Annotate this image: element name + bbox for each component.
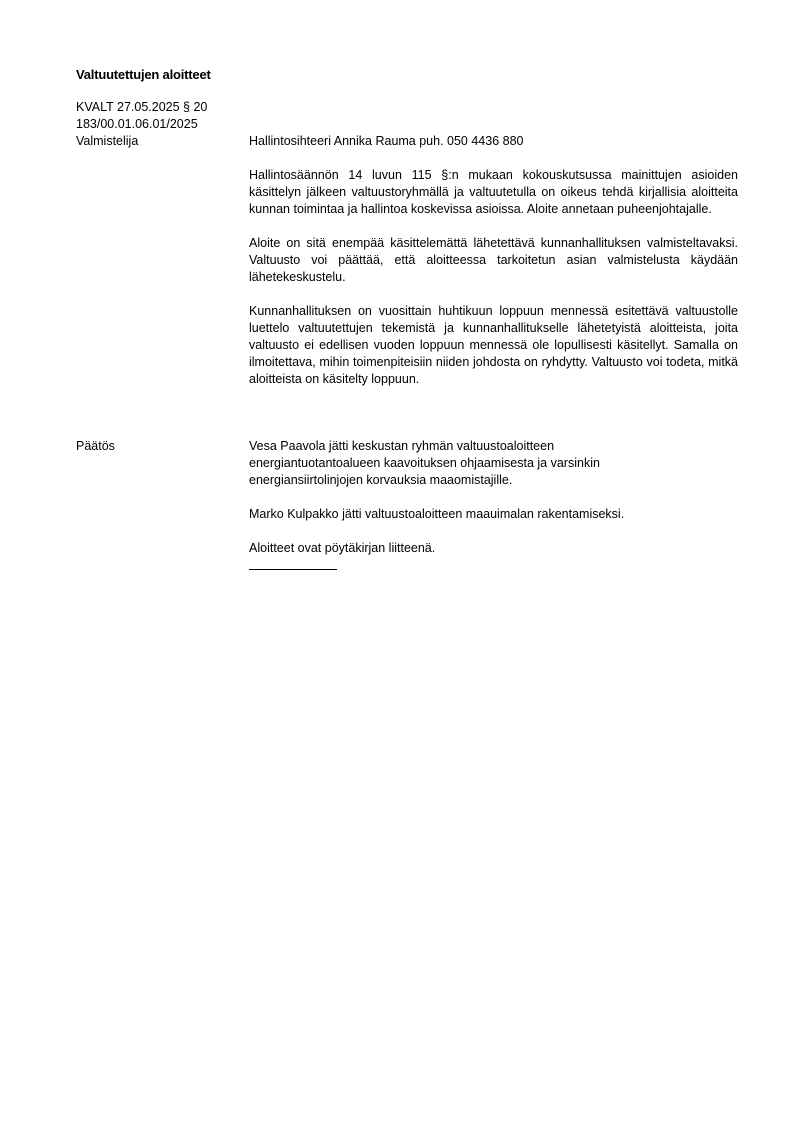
preparation-label: Valmistelija bbox=[76, 134, 139, 148]
preparer-line: Hallintosihteeri Annika Rauma puh. 050 4436 880 bbox=[249, 134, 524, 148]
decision-body bbox=[249, 438, 738, 570]
document-meta bbox=[76, 99, 276, 133]
signature-line bbox=[249, 569, 337, 570]
decision-label: Päätös bbox=[76, 439, 115, 453]
decision-paragraph: Vesa Paavola jätti keskustan ryhmän valtuustoaloitteen energiantuotantoalueen kaavoituksen ohjaamisesta ja varsinkin energiansiirtolinjojen korvauksia maaomistajille. bbox=[249, 439, 600, 487]
preparation-paragraph: Aloite on sitä enempää käsittelemättä lähetettävä kunnanhallituksen valmisteltavaksi. Valtuusto voi päättää, että aloitteessa tarkoitetun asian valmistelusta käydään lähetekeskustelu. bbox=[249, 236, 738, 284]
case-number: 183/00.01.06.01/2025 bbox=[76, 117, 198, 131]
preparation-body bbox=[249, 133, 738, 405]
preparation-paragraph: Kunnanhallituksen on vuosittain huhtikuun loppuun mennessä esitettävä valtuustolle luettelo valtuutettujen tekemistä ja kunnanhallitukselle lähetetyistä aloitteista, joita valtuusto ei edellisen vuoden loppuun mennessä ole lopullisesti käsitellyt. Samalla on ilmoitettava, mihin toimenpiteisiin niiden johdosta on ryhdytty. Valtuusto voi todeta, mitkä aloitteista on käsitelty loppuun. bbox=[249, 304, 738, 386]
preparation-paragraph: Hallintosäännön 14 luvun 115 §:n mukaan kokouskutsussa mainittujen asioiden käsittelyn jälkeen valtuustoryhmällä ja valtuutetulla on oikeus tehdä kirjallisia aloitteita kunnan toimintaa ja hallintoa koskevissa asioissa. Aloite annetaan puheenjohtajalle. bbox=[249, 168, 738, 216]
meeting-reference: KVALT 27.05.2025 § 20 bbox=[76, 100, 208, 114]
decision-paragraph: Aloitteet ovat pöytäkirjan liitteenä. bbox=[249, 541, 436, 555]
decision-paragraph: Marko Kulpakko jätti valtuustoaloitteen maauimalan rakentamiseksi. bbox=[249, 507, 625, 521]
document-title: Valtuutettujen aloitteet bbox=[76, 67, 211, 82]
